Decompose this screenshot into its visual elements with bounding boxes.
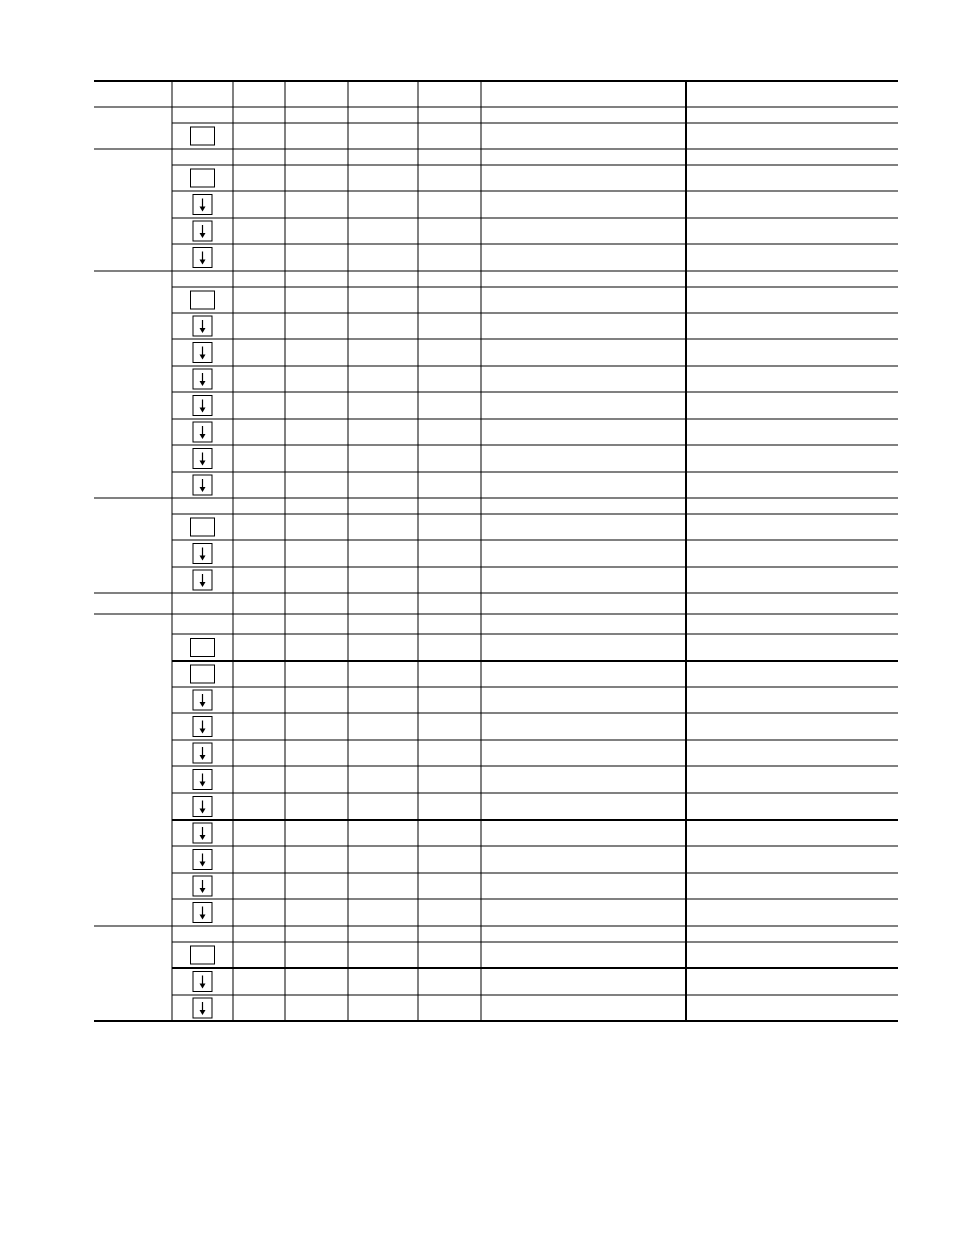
- empty-key-icon: [191, 946, 215, 964]
- down-arrow-key-icon: [193, 998, 212, 1018]
- empty-key-icon: [191, 291, 215, 309]
- table-rules: [94, 81, 898, 1021]
- down-arrow-key-icon: [193, 221, 212, 241]
- down-arrow-key-icon: [193, 850, 212, 870]
- table-row: [191, 639, 215, 657]
- table-row: [191, 665, 215, 683]
- table-row: [193, 449, 212, 469]
- table-row: [193, 316, 212, 336]
- empty-key-icon: [191, 127, 215, 145]
- table-row: [193, 770, 212, 790]
- table-row: [193, 823, 212, 843]
- table-row: [193, 717, 212, 737]
- empty-key-icon: [191, 665, 215, 683]
- table-row: [193, 369, 212, 389]
- table-row: [191, 169, 215, 187]
- down-arrow-key-icon: [193, 797, 212, 817]
- table-row: [193, 743, 212, 763]
- table-row: [193, 221, 212, 241]
- down-arrow-key-icon: [193, 449, 212, 469]
- table-row: [193, 396, 212, 416]
- down-arrow-key-icon: [193, 475, 212, 495]
- down-arrow-key-icon: [193, 972, 212, 992]
- table-row: [193, 343, 212, 363]
- down-arrow-key-icon: [193, 876, 212, 896]
- table-row: [193, 544, 212, 564]
- down-arrow-key-icon: [193, 343, 212, 363]
- table-row: [191, 291, 215, 309]
- table-row: [193, 850, 212, 870]
- down-arrow-key-icon: [193, 396, 212, 416]
- table-body: [191, 127, 215, 1018]
- down-arrow-key-icon: [193, 743, 212, 763]
- down-arrow-key-icon: [193, 770, 212, 790]
- empty-key-icon: [191, 169, 215, 187]
- down-arrow-key-icon: [193, 316, 212, 336]
- table-row: [193, 690, 212, 710]
- table-row: [193, 998, 212, 1018]
- table-row: [191, 518, 215, 536]
- down-arrow-key-icon: [193, 823, 212, 843]
- table-row: [193, 570, 212, 590]
- down-arrow-key-icon: [193, 369, 212, 389]
- down-arrow-key-icon: [193, 903, 212, 923]
- down-arrow-key-icon: [193, 717, 212, 737]
- down-arrow-key-icon: [193, 195, 212, 215]
- down-arrow-key-icon: [193, 690, 212, 710]
- table-row: [193, 797, 212, 817]
- table-row: [193, 972, 212, 992]
- empty-key-icon: [191, 518, 215, 536]
- table-row: [193, 475, 212, 495]
- down-arrow-key-icon: [193, 570, 212, 590]
- down-arrow-key-icon: [193, 248, 212, 268]
- down-arrow-key-icon: [193, 422, 212, 442]
- table-row: [191, 946, 215, 964]
- down-arrow-key-icon: [193, 544, 212, 564]
- table-row: [193, 876, 212, 896]
- table-row: [193, 248, 212, 268]
- table-row: [193, 422, 212, 442]
- table-row: [191, 127, 215, 145]
- table-row: [193, 195, 212, 215]
- table-row: [193, 903, 212, 923]
- empty-key-icon: [191, 639, 215, 657]
